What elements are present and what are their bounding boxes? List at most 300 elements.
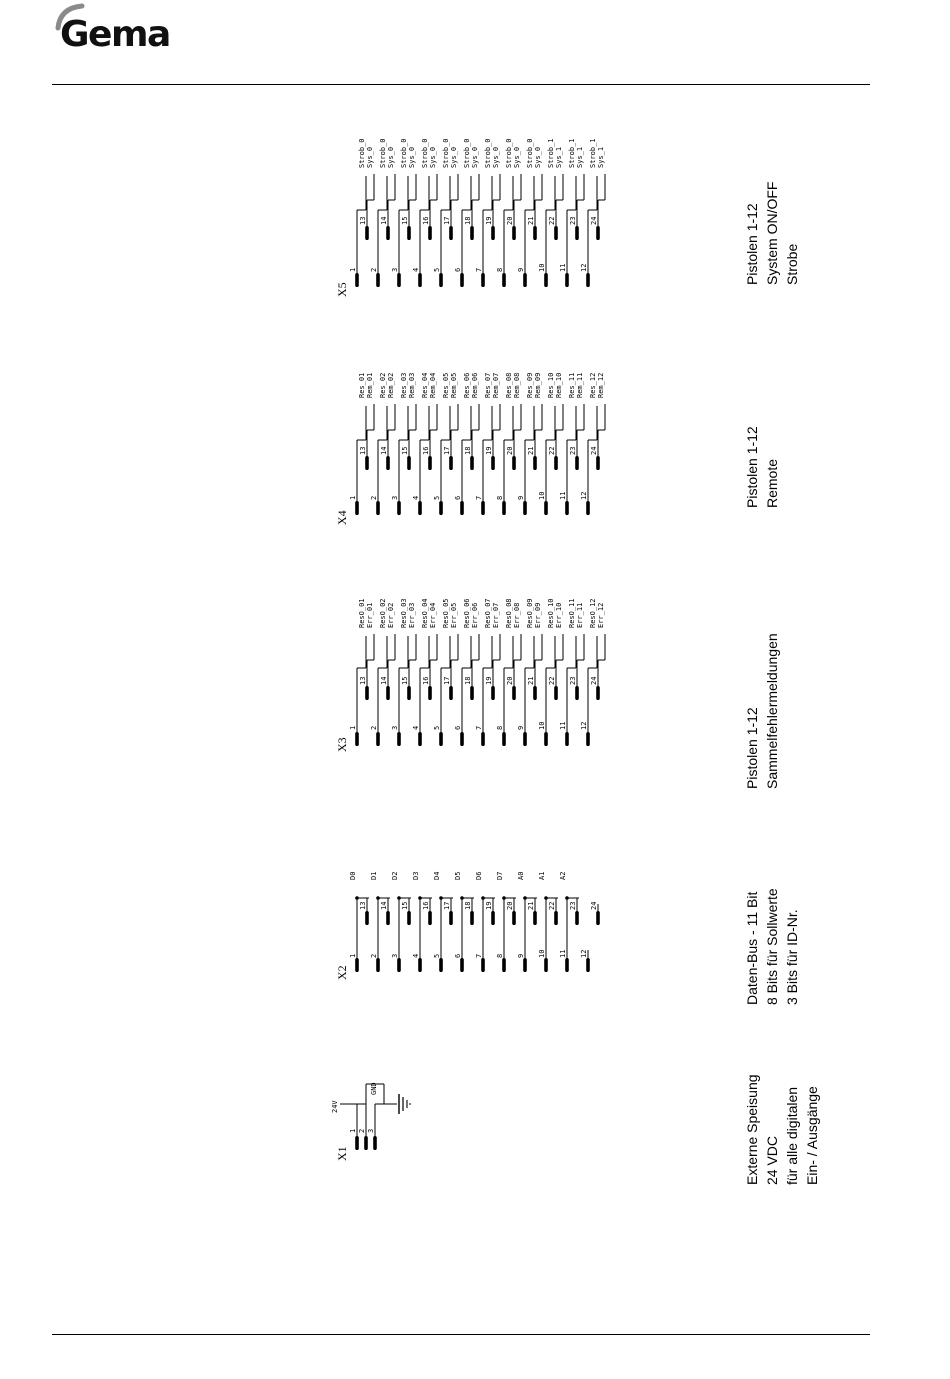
- connector-x5: [335, 138, 800, 297]
- pin-number: 21: [527, 676, 535, 685]
- terminal-pin: [418, 501, 422, 515]
- pin-number: 19: [485, 216, 493, 225]
- connector-label-x5: X5: [335, 282, 349, 297]
- terminal-pin: [460, 958, 464, 972]
- terminal-pin: [523, 732, 527, 746]
- terminal-pin: [439, 501, 443, 515]
- pin-number: 12: [580, 263, 588, 272]
- terminal-pin: [376, 958, 380, 972]
- pin-number: 16: [422, 216, 430, 225]
- pin-number: 3: [391, 953, 399, 958]
- terminal-pin: [523, 958, 527, 972]
- terminal-pin: [428, 686, 432, 700]
- signal-label: Res_06: [463, 372, 471, 398]
- signal-label: Sys_1: [576, 146, 584, 168]
- terminal-pin: [575, 686, 579, 700]
- signal-label: Err_10: [555, 602, 563, 628]
- pin-number: 21: [527, 446, 535, 455]
- pin-number: 12: [580, 491, 588, 500]
- junction-dot: [439, 896, 443, 900]
- terminal-pin: [596, 911, 600, 925]
- signal-label: Rem_10: [555, 372, 563, 398]
- terminal-pin: [418, 958, 422, 972]
- terminal-pin: [533, 911, 537, 925]
- pin-number: 16: [422, 676, 430, 685]
- terminal-pin: [355, 501, 359, 515]
- pin-number: 17: [443, 676, 451, 685]
- terminal-pin: [386, 456, 390, 470]
- junction-dot: [397, 896, 401, 900]
- terminal-pin: [407, 686, 411, 700]
- signal-label: Rem_12: [597, 372, 605, 398]
- pin-number: 14: [380, 901, 388, 910]
- pin-number: 20: [506, 216, 514, 225]
- pin-number: 20: [506, 901, 514, 910]
- signal-label: D6: [475, 871, 483, 880]
- pin-number: 3: [391, 267, 399, 272]
- terminal-pin: [481, 732, 485, 746]
- terminal-pin: [523, 501, 527, 515]
- terminal-pin: [470, 911, 474, 925]
- terminal-pin: [439, 732, 443, 746]
- pin-number: 6: [454, 495, 462, 500]
- terminal-pin: [407, 911, 411, 925]
- pin-number: 19: [485, 901, 493, 910]
- signal-label: D3: [412, 871, 420, 880]
- signal-label: Rem_04: [429, 372, 437, 398]
- signal-label: Res_01: [358, 372, 366, 398]
- signal-label: D2: [391, 871, 399, 880]
- pin-number: 18: [464, 676, 472, 685]
- terminal-pin: [428, 226, 432, 240]
- pin-number: 11: [559, 491, 567, 500]
- connector-label-x1: X1: [335, 1146, 349, 1161]
- signal-label: Sys_0: [513, 146, 521, 168]
- terminal-pin: [596, 456, 600, 470]
- junction-dot: [418, 896, 422, 900]
- terminal-pin: [502, 273, 506, 287]
- pin-number: 14: [380, 676, 388, 685]
- terminal-pin: [491, 456, 495, 470]
- terminal-pin: [397, 732, 401, 746]
- signal-label: D0: [349, 871, 357, 880]
- signal-label: Res_09: [526, 372, 534, 398]
- pin-number: 15: [401, 676, 409, 685]
- signal-label: Err_03: [408, 602, 416, 628]
- signal-label: Sys_0: [408, 146, 416, 168]
- signal-label: Res_10: [547, 372, 555, 398]
- pin-number: 20: [506, 446, 514, 455]
- pin-number: 5: [433, 267, 441, 272]
- pin-number: 14: [380, 446, 388, 455]
- terminal-pin: [512, 911, 516, 925]
- description-line: Pistolen 1-12: [744, 203, 760, 285]
- signal-label: Sys_1: [555, 146, 563, 168]
- pin-number: 6: [454, 725, 462, 730]
- pin-number: 21: [527, 901, 535, 910]
- terminal-pin: [355, 273, 359, 287]
- signal-label: ResO_04: [421, 598, 429, 628]
- terminal-pin: [512, 686, 516, 700]
- pin-number: 9: [517, 267, 525, 272]
- signal-label: ResO_03: [400, 598, 408, 628]
- terminal-pin: [407, 226, 411, 240]
- connector-label-x2: X2: [335, 965, 349, 980]
- pin-number: 5: [433, 725, 441, 730]
- connector-x1: [331, 1074, 820, 1185]
- pin-number: 1: [349, 267, 357, 272]
- pin-number: 9: [517, 725, 525, 730]
- signal-label: Rem_09: [534, 372, 542, 398]
- description-line: System ON/OFF: [764, 181, 780, 285]
- pin-number: 7: [475, 725, 483, 730]
- terminal-pin: [397, 958, 401, 972]
- junction-dot: [460, 896, 464, 900]
- pin-number: 5: [433, 953, 441, 958]
- signal-label: Res_08: [505, 372, 513, 398]
- signal-label: Err_11: [576, 602, 584, 628]
- terminal-pin: [512, 226, 516, 240]
- pin-number: 15: [401, 901, 409, 910]
- pin-number: 18: [464, 901, 472, 910]
- signal-label: Err_08: [513, 602, 521, 628]
- junction-dot: [481, 896, 485, 900]
- signal-label: Strob_0: [463, 138, 471, 168]
- terminal-pin: [491, 226, 495, 240]
- pin-number: 14: [380, 216, 388, 225]
- terminal-pin: [554, 456, 558, 470]
- description-line: 3 Bits für ID-Nr.: [784, 909, 800, 1005]
- terminal-pin: [512, 456, 516, 470]
- signal-label: Res_04: [421, 372, 429, 398]
- description-line: Remote: [764, 458, 780, 508]
- pin-number: 22: [548, 216, 556, 225]
- terminal-pin: [439, 958, 443, 972]
- signal-label: Sys_0: [366, 146, 374, 168]
- terminal-pin: [470, 686, 474, 700]
- connector-x4: [335, 373, 780, 525]
- signal-label: Err_06: [471, 602, 479, 628]
- terminal-pin: [386, 686, 390, 700]
- pin-number: 6: [454, 953, 462, 958]
- signal-label: Strob_1: [589, 138, 597, 168]
- terminal-pin: [544, 732, 548, 746]
- pin-number: 5: [433, 495, 441, 500]
- signal-label: Res_02: [379, 372, 387, 398]
- terminal-pin: [554, 686, 558, 700]
- signal-label: ResO_02: [379, 598, 387, 628]
- signal-label: D1: [370, 871, 378, 880]
- terminal-x1-3: [373, 1136, 377, 1150]
- pin-number: 18: [464, 446, 472, 455]
- signal-label: Res_11: [568, 372, 576, 398]
- terminal-pin: [439, 273, 443, 287]
- signal-label: ResO_07: [484, 598, 492, 628]
- pin-number: 1: [349, 725, 357, 730]
- pin-number: 8: [496, 953, 504, 958]
- pin-number: 17: [443, 446, 451, 455]
- description-line: Externe Speisung: [744, 1074, 760, 1185]
- terminal-pin: [523, 273, 527, 287]
- signal-label: ResO_11: [568, 598, 576, 628]
- signal-label: ResO_12: [589, 598, 597, 628]
- connector-label-x3: X3: [335, 737, 349, 752]
- pin-number: 2: [370, 953, 378, 958]
- signal-label: A1: [538, 871, 546, 880]
- terminal-pin: [565, 732, 569, 746]
- terminal-pin: [565, 958, 569, 972]
- signal-label: Strob_0: [526, 138, 534, 168]
- connector-x2: [335, 872, 800, 1005]
- terminal-pin: [502, 958, 506, 972]
- terminal-pin: [418, 273, 422, 287]
- signal-label: Sys_0: [534, 146, 542, 168]
- terminal-pin: [460, 732, 464, 746]
- signal-label: Sys_1: [597, 146, 605, 168]
- signal-label: Strob_0: [484, 138, 492, 168]
- pin-number: 18: [464, 216, 472, 225]
- signal-label: Rem_01: [366, 372, 374, 398]
- junction-dot: [502, 896, 506, 900]
- signal-label: Err_09: [534, 602, 542, 628]
- pin-number: 8: [496, 267, 504, 272]
- signal-label: Sys_0: [429, 146, 437, 168]
- description-line: 8 Bits für Sollwerte: [764, 888, 780, 1005]
- terminal-pin: [565, 273, 569, 287]
- pin-number: 13: [359, 446, 367, 455]
- description-line: Sammelfehlermeldungen: [764, 633, 780, 789]
- signal-label: Rem_08: [513, 372, 521, 398]
- signal-label: ResO_01: [358, 598, 366, 628]
- terminal-pin: [565, 501, 569, 515]
- signal-label: Rem_11: [576, 372, 584, 398]
- junction-dot: [544, 896, 548, 900]
- signal-label: Rem_06: [471, 372, 479, 398]
- signal-label: Err_02: [387, 602, 395, 628]
- signal-label: Res_03: [400, 372, 408, 398]
- pin-number: 17: [443, 901, 451, 910]
- ground-icon: [399, 1094, 410, 1114]
- terminal-pin: [449, 226, 453, 240]
- pin-number: 3: [391, 495, 399, 500]
- pin-number: 4: [412, 267, 420, 272]
- signal-label: Res_07: [484, 372, 492, 398]
- signal-label: Sys_0: [471, 146, 479, 168]
- terminal-pin: [397, 273, 401, 287]
- signal-label: Err_01: [366, 602, 374, 628]
- pin-number: 2: [370, 267, 378, 272]
- terminal-pin: [365, 226, 369, 240]
- signal-label-gnd: GND: [370, 1082, 378, 1095]
- signal-label: ResO_05: [442, 598, 450, 628]
- logo-text: Gema: [60, 14, 170, 55]
- pin-number: 12: [580, 721, 588, 730]
- signal-label: ResO_08: [505, 598, 513, 628]
- pin-number: 7: [475, 267, 483, 272]
- terminal-pin: [449, 911, 453, 925]
- terminal-pin: [586, 501, 590, 515]
- signal-label: Sys_0: [450, 146, 458, 168]
- pin-number: 8: [496, 495, 504, 500]
- pin-number: 4: [412, 725, 420, 730]
- terminal-pin: [397, 501, 401, 515]
- signal-label: Err_04: [429, 602, 437, 628]
- terminal-pin: [491, 686, 495, 700]
- pin-number: 15: [401, 446, 409, 455]
- terminal-pin: [575, 226, 579, 240]
- signal-label: Rem_02: [387, 372, 395, 398]
- pin-number: 24: [590, 676, 598, 685]
- signal-label: Strob_1: [547, 138, 555, 168]
- signal-label: Rem_07: [492, 372, 500, 398]
- pin-number: 12: [580, 949, 588, 958]
- pin-number: 1: [349, 1128, 357, 1133]
- terminal-pin: [586, 958, 590, 972]
- description-line: Ein- / Ausgänge: [804, 1086, 820, 1185]
- terminal-pin: [428, 911, 432, 925]
- junction-dot: [565, 896, 569, 900]
- pin-number: 23: [569, 216, 577, 225]
- pin-number: 2: [370, 725, 378, 730]
- pin-number: 20: [506, 676, 514, 685]
- pin-number: 11: [559, 949, 567, 958]
- terminal-pin: [449, 456, 453, 470]
- connector-label-x4: X4: [335, 510, 349, 525]
- terminal-pin: [533, 226, 537, 240]
- terminal-pin: [481, 958, 485, 972]
- pin-number: 3: [391, 725, 399, 730]
- pin-number: 10: [538, 263, 546, 272]
- terminal-pin: [502, 501, 506, 515]
- terminal-pin: [533, 686, 537, 700]
- pin-number: 4: [412, 495, 420, 500]
- terminal-pin: [470, 456, 474, 470]
- signal-label: Strob_0: [442, 138, 450, 168]
- terminal-x1-1: [355, 1136, 359, 1150]
- signal-label: Strob_0: [505, 138, 513, 168]
- terminal-pin: [544, 958, 548, 972]
- pin-number: 9: [517, 495, 525, 500]
- signal-label: Res_05: [442, 372, 450, 398]
- pin-number: 11: [559, 721, 567, 730]
- terminal-pin: [365, 686, 369, 700]
- signal-label: Res_12: [589, 372, 597, 398]
- terminal-pin: [376, 273, 380, 287]
- pin-number: 4: [412, 953, 420, 958]
- pin-number: 13: [359, 901, 367, 910]
- signal-label: Err_12: [597, 602, 605, 628]
- terminal-pin: [428, 456, 432, 470]
- terminal-x1-2: [364, 1136, 368, 1150]
- description-line: Pistolen 1-12: [744, 426, 760, 508]
- terminal-pin: [418, 732, 422, 746]
- description-line: Daten-Bus - 11 Bit: [744, 891, 760, 1005]
- pin-number: 22: [548, 901, 556, 910]
- terminal-pin: [575, 911, 579, 925]
- pin-number: 1: [349, 495, 357, 500]
- terminal-pin: [365, 456, 369, 470]
- terminal-pin: [554, 911, 558, 925]
- terminal-pin: [365, 911, 369, 925]
- terminal-pin: [596, 226, 600, 240]
- signal-label: A2: [559, 871, 567, 880]
- terminal-pin: [596, 686, 600, 700]
- terminal-pin: [481, 501, 485, 515]
- signal-label: Sys_0: [387, 146, 395, 168]
- terminal-pin: [460, 501, 464, 515]
- pin-number: 11: [559, 263, 567, 272]
- signal-label: Err_07: [492, 602, 500, 628]
- pin-number: 7: [475, 495, 483, 500]
- signal-label: ResO_09: [526, 598, 534, 628]
- terminal-pin: [491, 911, 495, 925]
- pin-number: 2: [358, 1128, 366, 1133]
- description-line: für alle digitalen: [784, 1086, 800, 1185]
- terminal-pin: [355, 958, 359, 972]
- pin-number: 1: [349, 953, 357, 958]
- signal-label: ResO_06: [463, 598, 471, 628]
- junction-dot: [523, 896, 527, 900]
- terminal-pin: [533, 456, 537, 470]
- terminal-pin: [376, 732, 380, 746]
- pin-number: 17: [443, 216, 451, 225]
- description-line: 24 VDC: [764, 1135, 780, 1185]
- pin-number: 8: [496, 725, 504, 730]
- pin-number: 16: [422, 446, 430, 455]
- pin-number: 23: [569, 901, 577, 910]
- pin-number: 10: [538, 949, 546, 958]
- pin-number: 24: [590, 901, 598, 910]
- signal-label: D4: [433, 871, 441, 880]
- terminal-pin: [554, 226, 558, 240]
- pin-number: 22: [548, 446, 556, 455]
- pin-number: 24: [590, 446, 598, 455]
- signal-label: Strob_0: [379, 138, 387, 168]
- signal-label: Rem_05: [450, 372, 458, 398]
- pin-number: 21: [527, 216, 535, 225]
- connector-x3: [335, 598, 780, 789]
- signal-label: Sys_0: [492, 146, 500, 168]
- signal-label: Strob_0: [400, 138, 408, 168]
- terminal-pin: [470, 226, 474, 240]
- pin-number: 6: [454, 267, 462, 272]
- terminal-pin: [502, 732, 506, 746]
- pin-number: 13: [359, 216, 367, 225]
- pin-number: 15: [401, 216, 409, 225]
- pin-number: 13: [359, 676, 367, 685]
- pin-number: 9: [517, 953, 525, 958]
- terminal-pin: [355, 732, 359, 746]
- pin-number: 10: [538, 491, 546, 500]
- pin-number: 24: [590, 216, 598, 225]
- pin-number: 16: [422, 901, 430, 910]
- pin-number: 2: [370, 495, 378, 500]
- pin-number: 22: [548, 676, 556, 685]
- terminal-pin: [376, 501, 380, 515]
- signal-label: ResO_10: [547, 598, 555, 628]
- pin-number: 19: [485, 446, 493, 455]
- junction-dot: [355, 896, 359, 900]
- footer-divider: [52, 1334, 870, 1335]
- terminal-pin: [481, 273, 485, 287]
- terminal-pin: [586, 732, 590, 746]
- signal-label: D7: [496, 871, 504, 880]
- signal-label: Rem_03: [408, 372, 416, 398]
- pin-number: 10: [538, 721, 546, 730]
- terminal-pin: [386, 226, 390, 240]
- signal-label: Err_05: [450, 602, 458, 628]
- signal-label: Strob_0: [358, 138, 366, 168]
